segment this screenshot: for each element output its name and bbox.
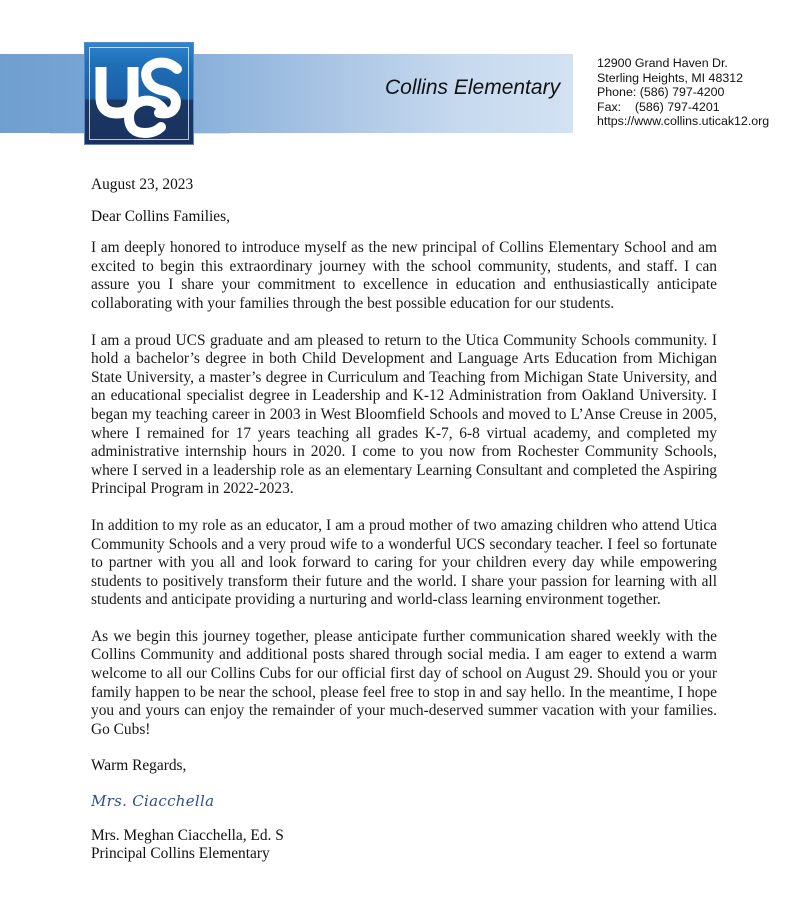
- school-address: [597, 56, 769, 129]
- letter-body: [91, 176, 717, 863]
- address-city: Sterling Heights, MI 48312: [597, 70, 744, 85]
- paragraph-background: I am a proud UCS graduate and am pleased to return to the Utica Community Schools community. I hold a bachelor’s degree in both Child Development and Language Arts Education from Michigan State University, a master’s degree in Curriculum and Teaching from Michigan State University, and an educational specialist degree in Leadership and K-12 Administration from Oakland University. I began my teaching career in 2003 in West Bloomfield Schools and moved to L’Anse Creuse in 2005, where I remained for 17 years teaching all grades K-7, 6-8 virtual academy, and completed my administrative internship hours in 2020. I come to you now from Rochester Community Schools, where I served in a leadership role as an elementary Learning Consultant and completed the Aspiring Principal Program in 2022-2023.: [91, 331, 717, 498]
- address-fax: Fax: (586) 797-4201: [597, 99, 720, 114]
- letter-salutation: Dear Collins Families,: [91, 207, 230, 225]
- signature: Mrs. Ciacchella: [91, 792, 215, 811]
- letter-date: August 23, 2023: [91, 176, 194, 193]
- paragraph-personal: In addition to my role as an educator, I am a proud mother of two amazing children who attend Utica Community Schools and a very proud wife to a wonderful UCS secondary teacher. I feel so fortunate to partner with you all and look forward to caring for your children every day while empowering students to positively transform their future and the world. I share your passion for learning with all students and anticipate providing a nurturing and world-class learning environment together.: [91, 516, 717, 609]
- ucs-logo: [84, 42, 194, 145]
- address-phone: Phone: (586) 797-4200: [597, 85, 725, 100]
- ucs-logo-icon: [85, 43, 194, 145]
- address-website[interactable]: https://www.collins.uticak12.org: [597, 114, 770, 129]
- letter-closing: Warm Regards,: [91, 757, 187, 775]
- paragraph-introduction: I am deeply honored to introduce myself as the new principal of Collins Elementary School and am excited to begin this extraordinary journey with the school community, students, and staff. I can assure you I share your commitment to excellence in education and enthusiastically anticipate collaborating with your families through the best possible education for our students.: [91, 239, 717, 312]
- paragraph-welcome: As we begin this journey together, please anticipate further communication shared weekly with the Collins Community and additional posts shared through social media. I am eager to extend a warm welcome to all our Collins Cubs for our official first day of school on August 29. Should you or your family happen to be near the school, please feel free to stop in and say hello. In the meantime, I hope you and yours can enjoy the remainder of your much-deserved summer vacation with your families. Go Cubs!: [91, 627, 717, 738]
- address-street: 12900 Grand Haven Dr.: [597, 56, 728, 70]
- signer-title: Principal Collins Elementary: [91, 844, 270, 862]
- signer-name: Mrs. Meghan Ciacchella, Ed. S: [91, 826, 284, 844]
- school-name: Collins Elementary: [385, 76, 561, 99]
